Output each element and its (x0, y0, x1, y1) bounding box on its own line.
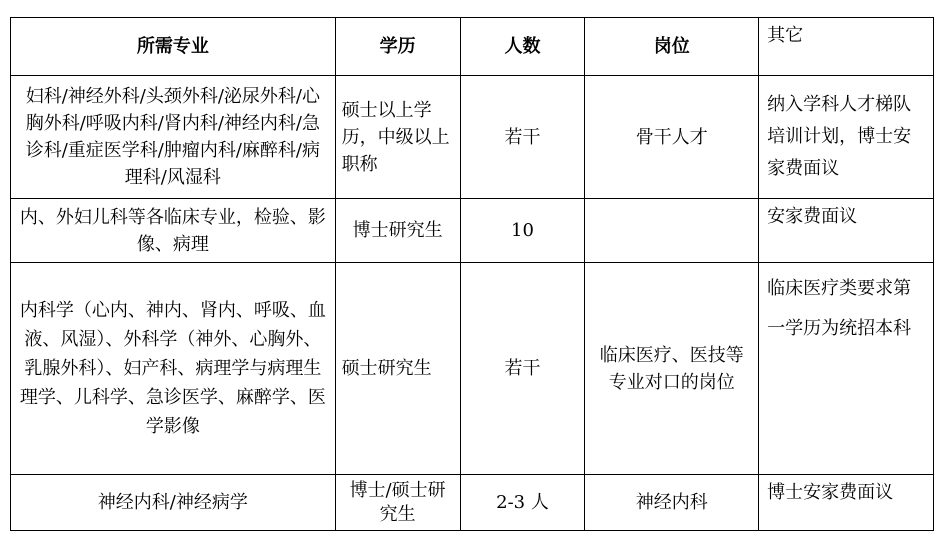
cell-other: 纳入学科人才梯队培训计划，博士安家费面议 (759, 76, 934, 199)
cell-education: 博士/硕士研究生 (335, 475, 460, 531)
cell-position: 骨干人才 (585, 76, 759, 199)
cell-position: 神经内科 (585, 475, 759, 531)
header-major: 所需专业 (11, 18, 336, 76)
cell-count: 若干 (460, 76, 585, 199)
cell-education: 硕士研究生 (335, 263, 460, 475)
cell-major: 妇科/神经外科/头颈外科/泌尿外科/心胸外科/呼吸内科/肾内科/神经内科/急诊科/重症医学科/肿瘤内科/麻醉科/病理科/风湿科 (11, 76, 336, 199)
recruitment-table (10, 17, 934, 531)
header-row (11, 18, 934, 76)
table-row (11, 263, 934, 475)
cell-count: 2-3 人 (460, 475, 585, 531)
cell-other: 安家费面议 (759, 199, 934, 263)
cell-count: 若干 (460, 263, 585, 475)
table-row (11, 199, 934, 263)
cell-count: 10 (460, 199, 585, 263)
cell-education: 硕士以上学历，中级以上职称 (335, 76, 460, 199)
table-row (11, 475, 934, 531)
cell-major: 内、外妇儿科等各临床专业，检验、影像、病理 (11, 199, 336, 263)
table-row (11, 76, 934, 199)
header-education: 学历 (335, 18, 460, 76)
header-count: 人数 (460, 18, 585, 76)
header-position: 岗位 (585, 18, 759, 76)
cell-other: 临床医疗类要求第一学历为统招本科 (759, 263, 934, 475)
cell-major: 神经内科/神经病学 (11, 475, 336, 531)
cell-position: 临床医疗、医技等专业对口的岗位 (585, 263, 759, 475)
cell-position (585, 199, 759, 263)
cell-other: 博士安家费面议 (759, 475, 934, 531)
header-other: 其它 (759, 18, 934, 76)
cell-major: 内科学（心内、神内、肾内、呼吸、血液、风湿）、外科学（神外、心胸外、乳腺外科）、妇产科、病理学与病理生理学、儿科学、急诊医学、麻醉学、医学影像 (11, 263, 336, 475)
cell-education: 博士研究生 (335, 199, 460, 263)
